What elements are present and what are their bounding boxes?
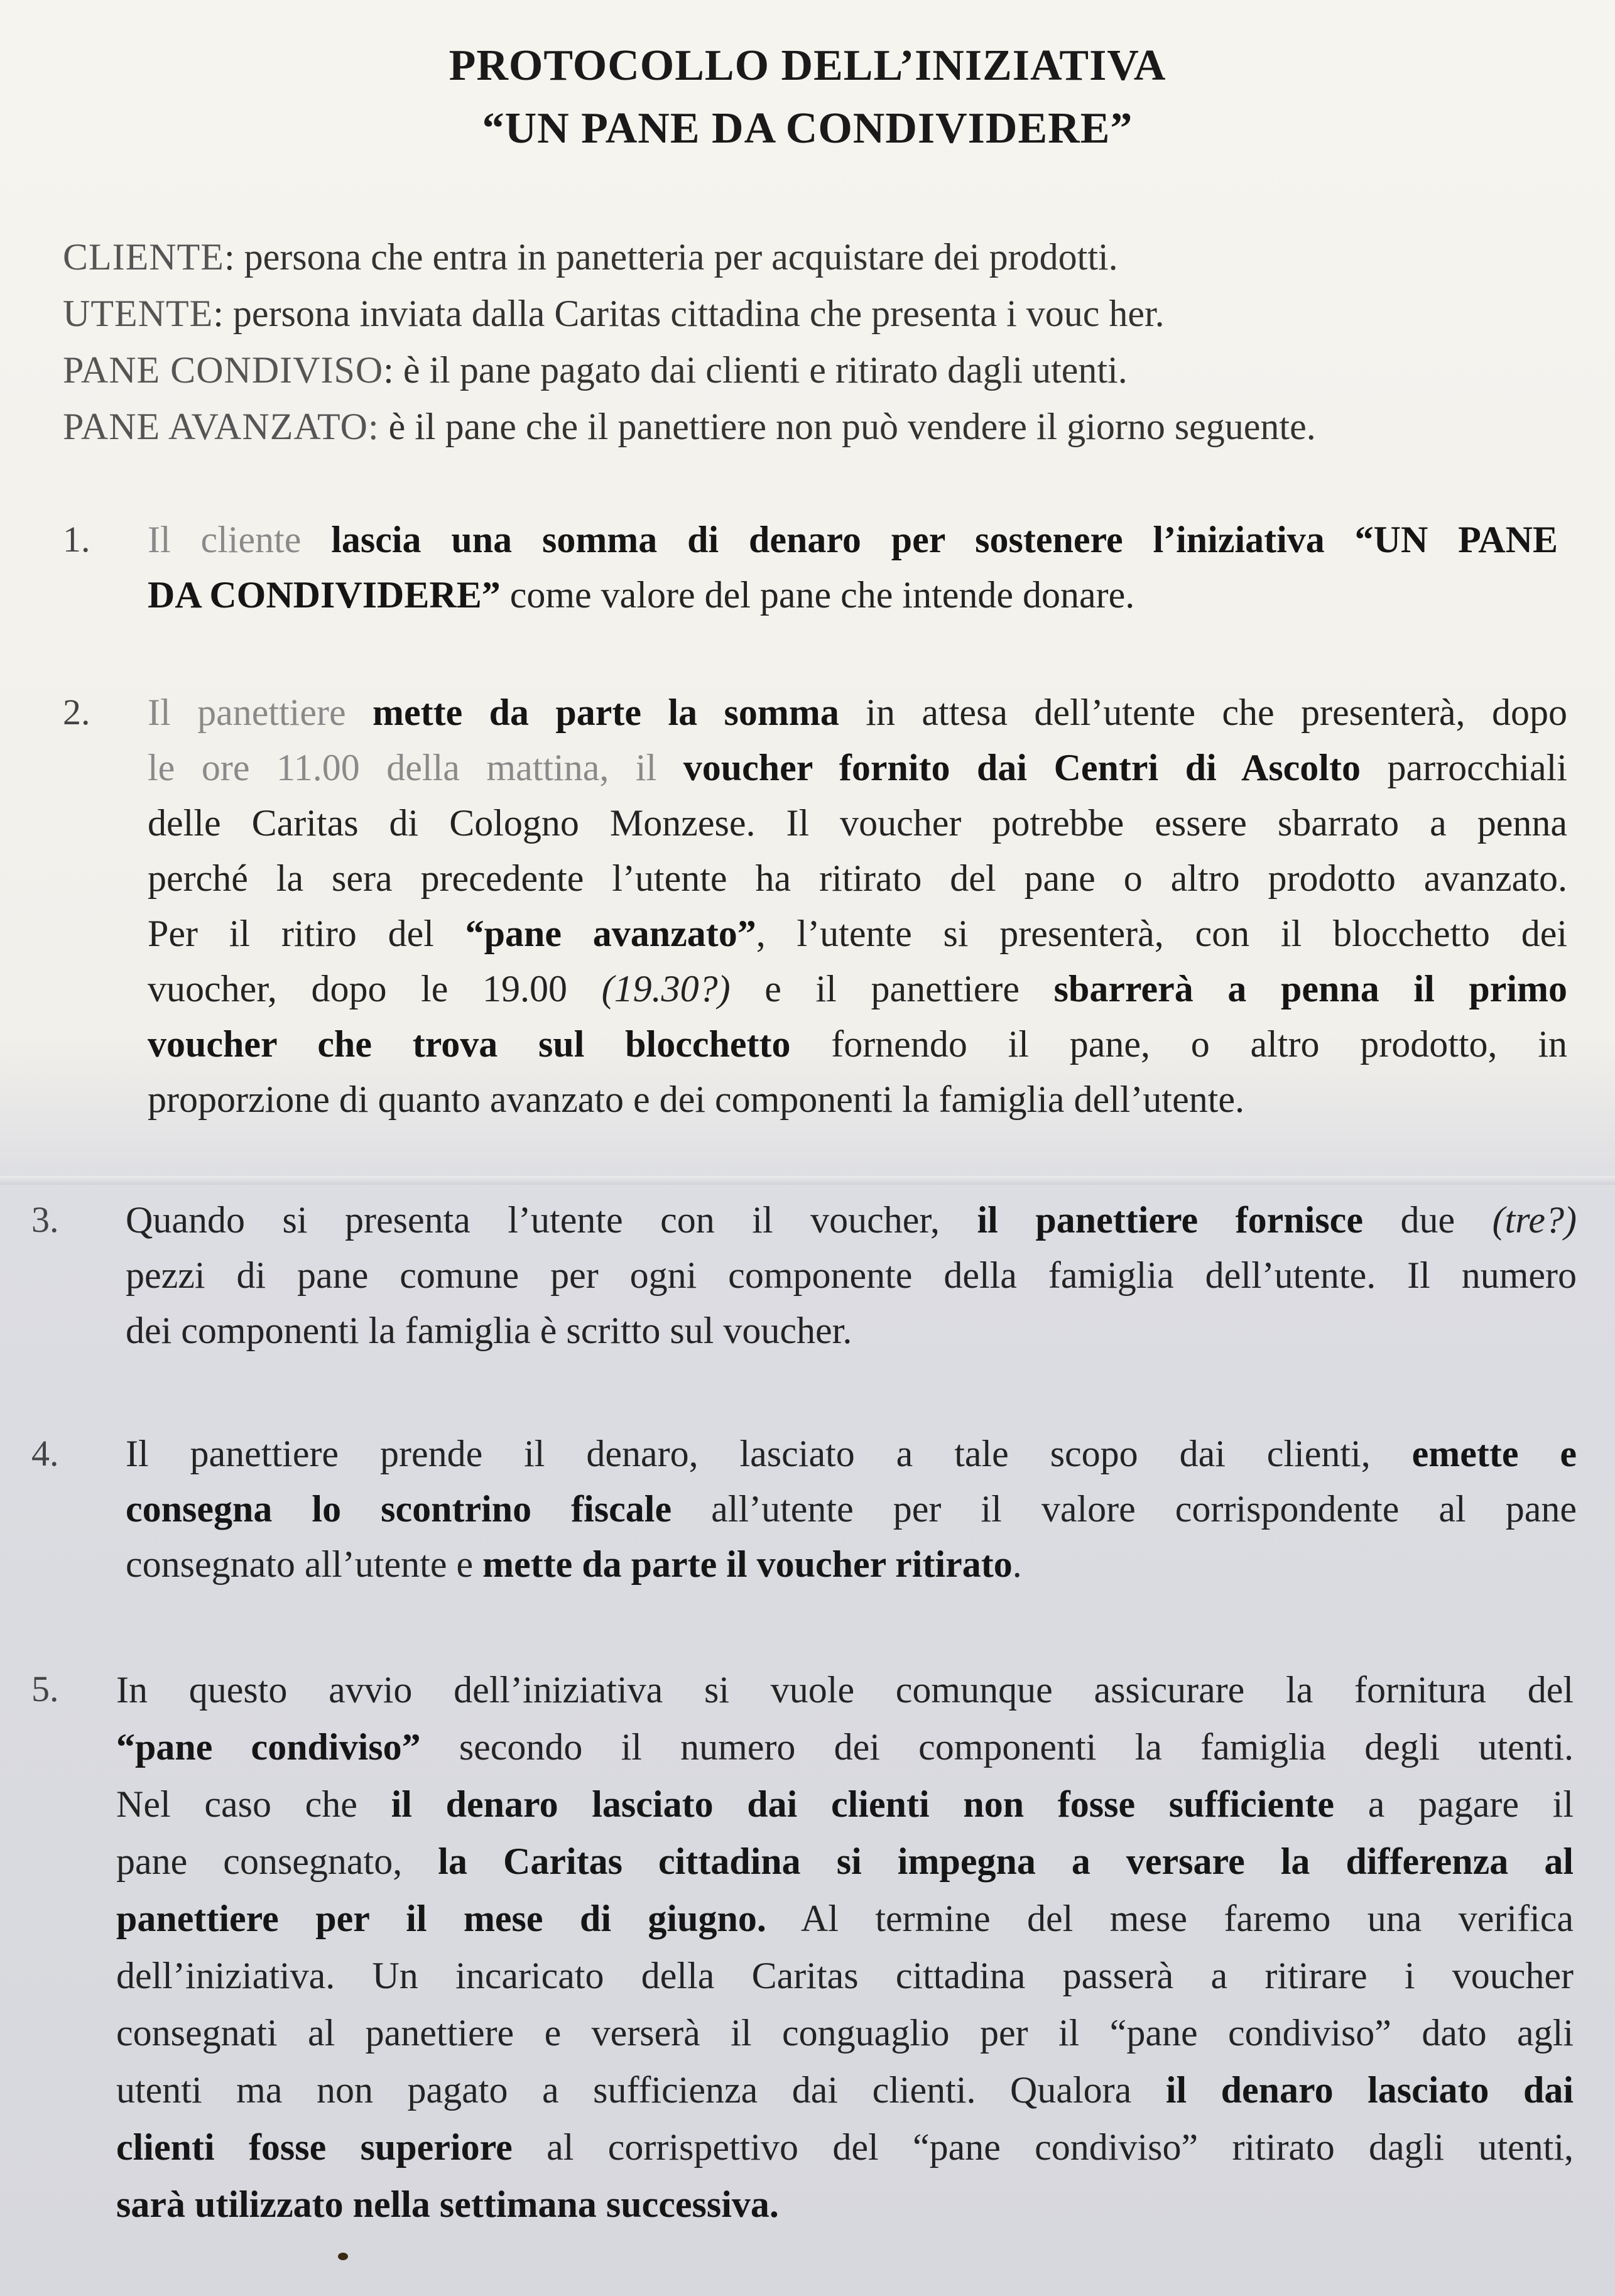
document-title-line2: “UN PANE DA CONDIVIDERE” — [482, 104, 1133, 153]
definition-text: : persona che entra in panetteria per acquistare dei prodotti. — [224, 236, 1118, 278]
definition-term: PANE AVANZATO: — [63, 406, 379, 447]
definition-utente — [63, 292, 1570, 335]
definition-pane-condiviso — [63, 349, 1570, 392]
item-number-1: 1. — [63, 519, 90, 560]
ink-spot — [338, 2253, 348, 2260]
item-number-5: 5. — [31, 1668, 59, 1709]
list-item-2: Il panettiere mette da parte la somma in attesa dell’utente che presenterà, dopo le ore 11.00 della mattina, il voucher fornito dai Centri di Ascolto parrocchiali delle Caritas di Cologno Monzese. Il voucher potrebbe essere sbarrato a penna perché la sera precedente l’utente ha ritirato del pane o altro prodotto avanzato. Per il ritiro del “pane avanzato”, l’utente si presenterà, con il blocchetto dei vuocher, dopo le 19.00 (19.30?) e il panettiere sbarrerà a penna il primo voucher che trova sul blocchetto fornendo il pane, o altro prodotto, in proporzione di quanto avanzato e dei componenti la famiglia dell’utente. — [148, 692, 1568, 1120]
list-item-5: In questo avvio dell’iniziativa si vuole comunque assicurare la fornitura del “pane condiviso” secondo il numero dei componenti la famiglia degli utenti. Nel caso che il denaro lasciato dai clienti non fosse sufficiente a pagare il pane consegnato, la Caritas cittadina si impegna a versare la differenza al panettiere per il mese di giugno. Al termine del mese faremo una verifica dell’iniziativa. Un incaricato della Caritas cittadina passerà a ritirare i voucher consegnati al panettiere e verserà il conguaglio per il “pane condiviso” dato agli utenti ma non pagato a sufficienza dai clienti. Qualora il denaro lasciato dai clienti fosse superiore al corrispettivo del “pane condiviso” ritirato dagli utenti, sarà utilizzato nella settimana successiva. — [116, 1669, 1574, 2225]
item-number-4: 4. — [31, 1433, 59, 1474]
paper-fold-shadow — [0, 1176, 1615, 1185]
list-item-4: Il panettiere prende il denaro, lasciato a tale scopo dai clienti, emette e consegna lo scontrino fiscale all’utente per il valore corrispondente al pane consegnato all’utente e mette da parte il voucher ritirato. — [126, 1433, 1577, 1585]
definition-term: UTENTE — [63, 293, 214, 334]
definition-text: : persona inviata dalla Caritas cittadina che presenta i vouc her. — [213, 293, 1165, 334]
list-item-1: Il cliente lascia una somma di denaro per sostenere l’iniziativa “UN PANE DA CONDIVIDERE” come valore del pane che intende donare. — [148, 519, 1558, 616]
definition-pane-avanzato — [63, 405, 1570, 449]
definition-term: PANE CONDIVISO — [63, 349, 384, 391]
item-number-3: 3. — [31, 1199, 59, 1240]
document-title-line1: PROTOCOLLO DELL’INIZIATIVA — [449, 41, 1166, 90]
definition-text: : è il pane pagato dai clienti e ritirato dagli utenti. — [383, 349, 1128, 391]
item-number-2: 2. — [63, 692, 90, 732]
list-item-3: Quando si presenta l’utente con il voucher, il panettiere fornisce due (tre?) pezzi di pane comune per ogni componente della famiglia dell’utente. Il numero dei componenti la famiglia è scritto sul voucher. — [126, 1199, 1577, 1351]
definition-term: CLIENTE — [63, 236, 224, 278]
definition-text: è il pane che il panettiere non può vendere il giorno seguente. — [379, 406, 1316, 447]
definition-cliente — [63, 236, 1570, 279]
